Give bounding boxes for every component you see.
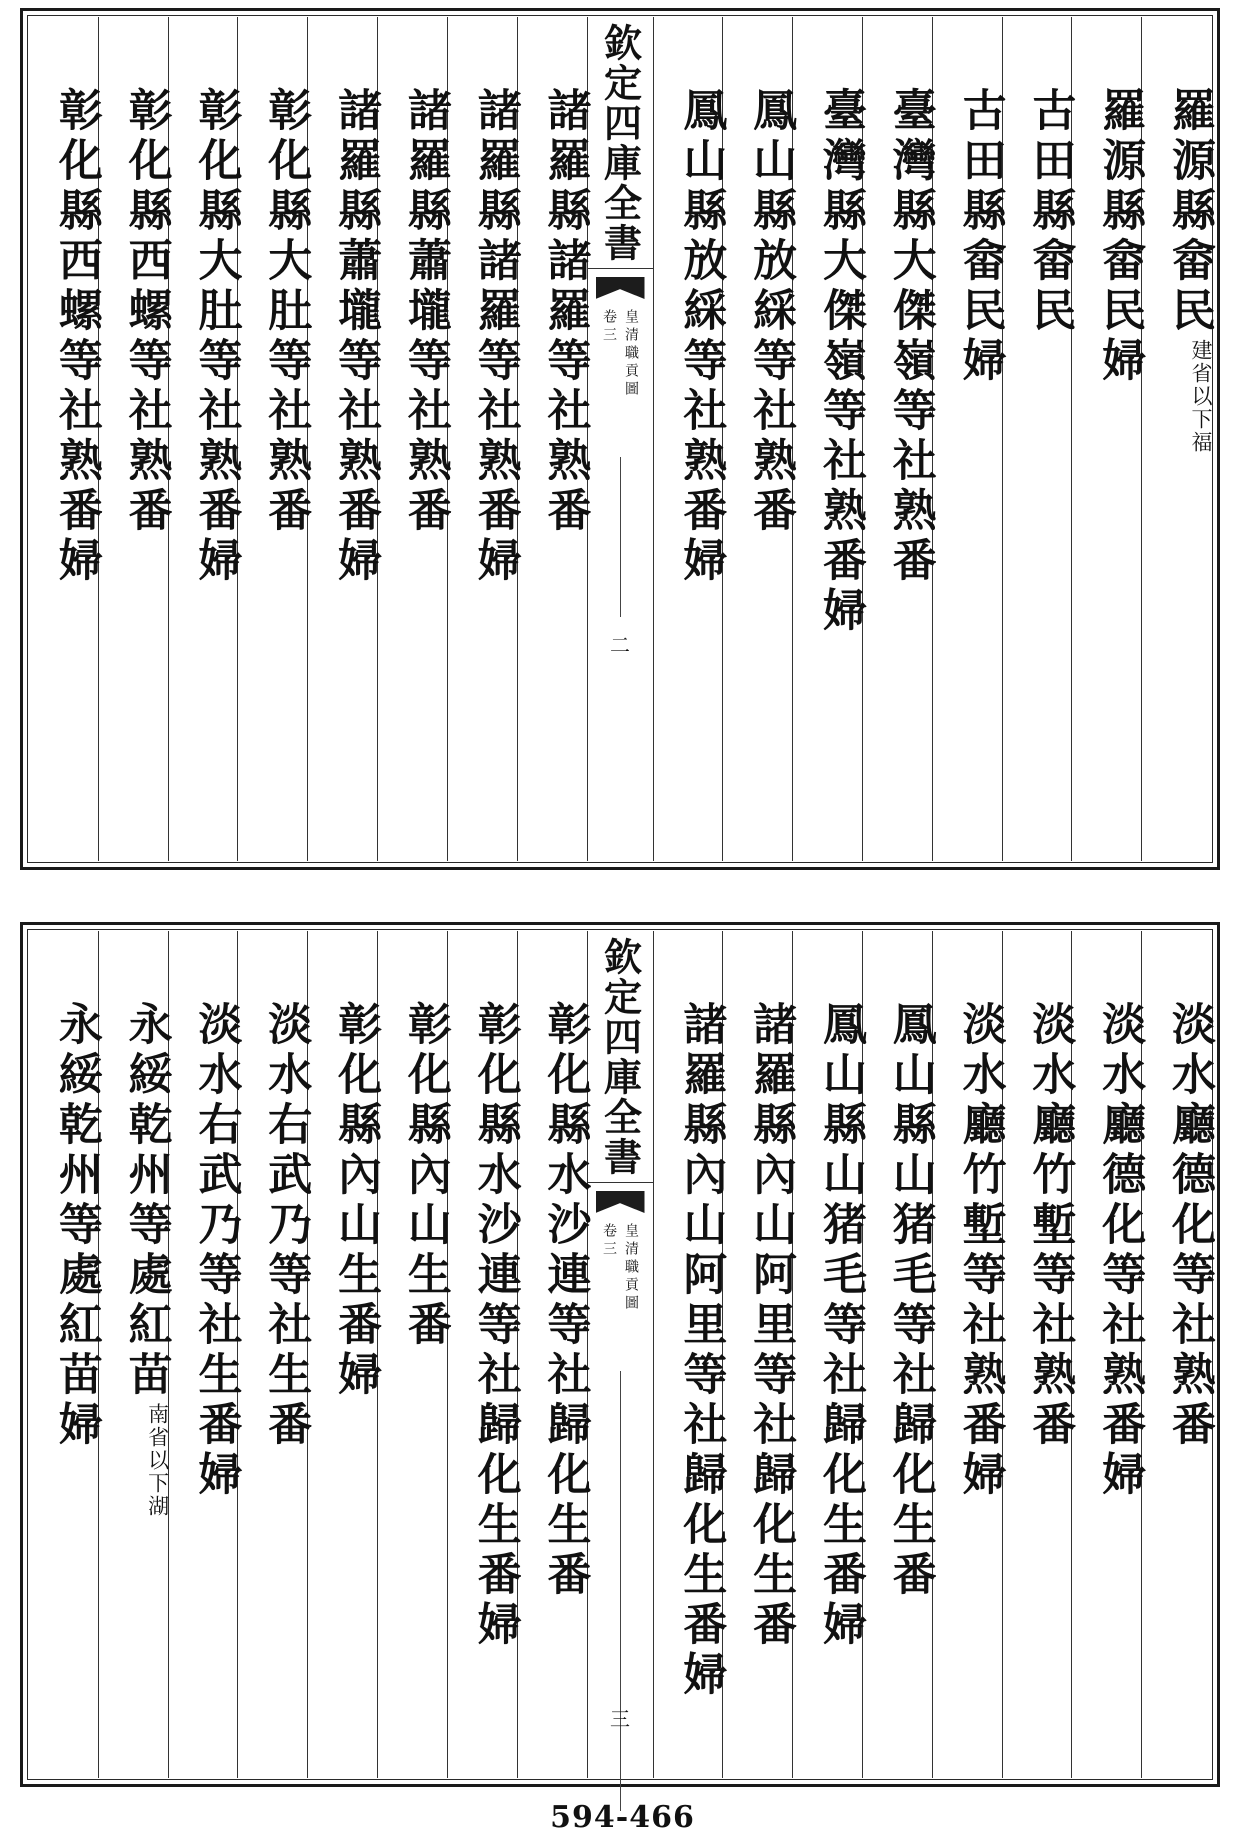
- entry-column: [932, 931, 1006, 1778]
- entry-column: [653, 931, 727, 1778]
- entry-column: [862, 17, 936, 861]
- entry-text: 彰化縣大肚等社熟番: [260, 87, 312, 537]
- spine-title: 欽定四庫全書: [588, 19, 653, 269]
- entry-column: [722, 931, 797, 1778]
- entry-text: 彰化縣內山生番: [399, 1001, 451, 1351]
- entry-text: 淡水廳竹塹等社熟番: [1024, 1001, 1076, 1451]
- entry-text: 古田縣畲民婦: [954, 87, 1006, 387]
- entry-column: [447, 17, 521, 861]
- entry-column: [653, 17, 727, 861]
- entry-text: 古田縣畲民: [1024, 87, 1076, 337]
- upper-page-columns: [29, 17, 1215, 861]
- entry-column: [722, 17, 797, 861]
- fishtail-mark: [596, 1191, 645, 1213]
- entry-text: 淡水右武乃等社生番: [260, 1001, 312, 1451]
- entry-column: [307, 931, 382, 1778]
- entry-column: [1071, 931, 1146, 1778]
- entry-text: 羅源縣畲民: [1164, 87, 1215, 337]
- entry-text: 彰化縣水沙連等社歸化生番: [539, 1001, 591, 1601]
- entry-column: [1071, 17, 1146, 861]
- entry-column: [237, 931, 312, 1778]
- entry-column: [1141, 931, 1215, 1778]
- entry-text: 彰化縣內山生番婦: [330, 1001, 382, 1401]
- entry-column: [29, 17, 102, 861]
- entry-column: [517, 931, 591, 1778]
- entry-column: [307, 17, 382, 861]
- spine-subtitle: [588, 1223, 653, 1313]
- entry-text: 淡水廳德化等社熟番婦: [1094, 1001, 1146, 1501]
- center-spine: [587, 17, 653, 861]
- entry-text: 羅源縣畲民婦: [1094, 87, 1146, 387]
- upper-page-leaf: [20, 8, 1220, 870]
- entry-note: 以下湖 南省: [145, 1403, 170, 1518]
- entry-text: 鳳山縣山猪毛等社歸化生番婦: [814, 1001, 866, 1651]
- spine-book-title: 皇清職貢圖: [623, 309, 639, 399]
- lower-page-columns: [29, 931, 1215, 1778]
- entry-column: [1002, 931, 1076, 1778]
- entry-column: [447, 931, 521, 1778]
- entry-column: [237, 17, 312, 861]
- entry-text: 諸羅縣內山阿里等社歸化生番婦: [675, 1001, 727, 1701]
- entry-column: [98, 931, 172, 1778]
- spine-page-number: 二: [610, 633, 630, 657]
- entry-text: 鳳山縣放綵等社熟番婦: [675, 87, 727, 587]
- entry-column: [792, 931, 866, 1778]
- entry-text: 彰化縣西螺等社熟番婦: [50, 87, 102, 587]
- entry-column: [792, 17, 866, 861]
- entry-column: [862, 931, 936, 1778]
- entry-text: 彰化縣水沙連等社歸化生番婦: [469, 1001, 521, 1651]
- spine-subtitle: [588, 309, 653, 399]
- entry-text: 臺灣縣大傑嶺等社熟番: [884, 87, 936, 587]
- lower-page-leaf: [20, 922, 1220, 1787]
- entry-text: 諸羅縣內山阿里等社歸化生番: [745, 1001, 797, 1651]
- entry-note: 以下福 建省: [1189, 339, 1213, 454]
- fishtail-mark: [596, 277, 645, 299]
- entry-text: 淡水廳德化等社熟番: [1164, 1001, 1215, 1451]
- entry-text: 諸羅縣諸羅等社熟番: [539, 87, 591, 537]
- entry-text: 彰化縣西螺等社熟番: [120, 87, 172, 537]
- spine-page-number: 三: [610, 1707, 630, 1731]
- entry-text: 鳳山縣山猪毛等社歸化生番: [884, 1001, 936, 1601]
- entry-column: [168, 931, 242, 1778]
- entry-text: 臺灣縣大傑嶺等社熟番婦: [814, 87, 866, 637]
- spine-volume: 卷三: [601, 1223, 617, 1259]
- entry-text: 淡水右武乃等社生番婦: [190, 1001, 242, 1501]
- entry-text: 彰化縣大肚等社熟番婦: [190, 87, 242, 587]
- spine-book-title: 皇清職貢圖: [623, 1223, 639, 1313]
- entry-column: [377, 17, 451, 861]
- entry-column: [98, 17, 172, 861]
- entry-column: [29, 931, 102, 1778]
- entry-column: [168, 17, 242, 861]
- entry-text: 永綏乾州等處紅苗: [120, 1001, 172, 1401]
- entry-column: [932, 17, 1006, 861]
- page-number-footer: 594-466: [550, 1800, 695, 1835]
- spine-title: 欽定四庫全書: [588, 933, 653, 1183]
- entry-column: [1002, 17, 1076, 861]
- entry-text: 鳳山縣放綵等社熟番: [745, 87, 797, 537]
- entry-text: 永綏乾州等處紅苗婦: [50, 1001, 102, 1451]
- entry-text: 諸羅縣蕭壠等社熟番: [399, 87, 451, 537]
- entry-column: [1141, 17, 1215, 861]
- spine-rule: [620, 457, 621, 617]
- entry-text: 淡水廳竹塹等社熟番婦: [954, 1001, 1006, 1501]
- entry-column: [377, 931, 451, 1778]
- entry-text: 諸羅縣蕭壠等社熟番婦: [330, 87, 382, 587]
- center-spine: [587, 931, 653, 1778]
- entry-text: 諸羅縣諸羅等社熟番婦: [469, 87, 521, 587]
- spine-rule: [620, 1371, 621, 1811]
- spine-volume: 卷三: [601, 309, 617, 345]
- entry-column: [517, 17, 591, 861]
